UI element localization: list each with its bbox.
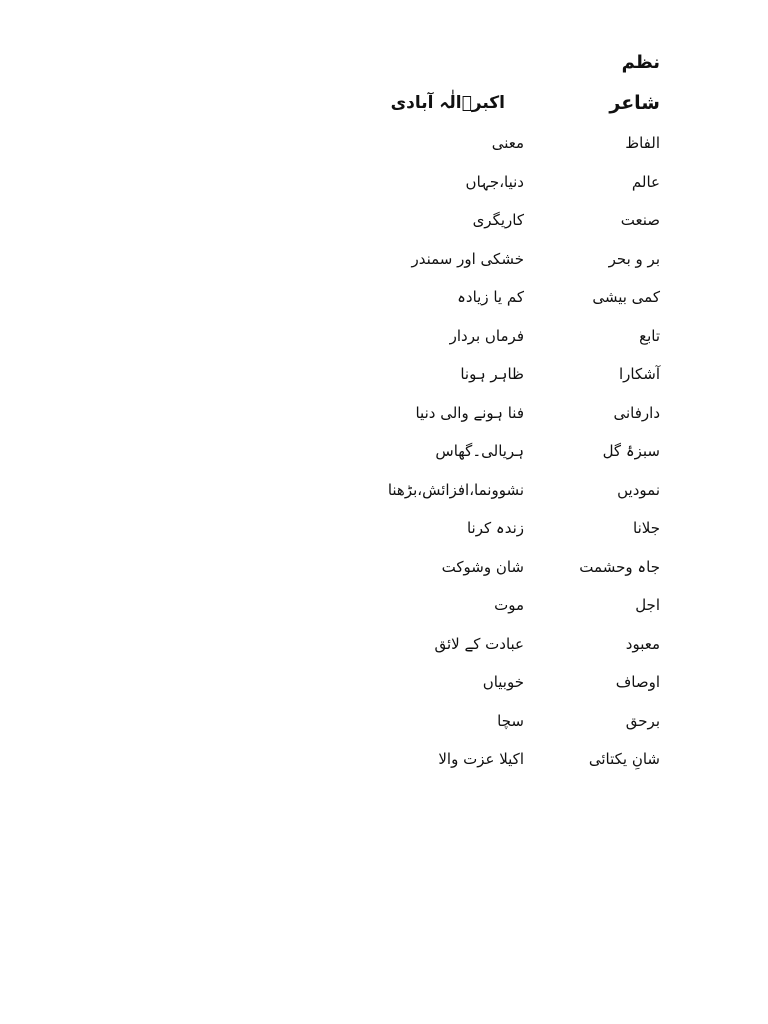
glossary-word: آشکارا bbox=[618, 365, 660, 383]
glossary-meaning: فنا ہونے والی دنیا bbox=[415, 403, 524, 422]
glossary-meaning: فرماں بردار bbox=[449, 326, 524, 345]
glossary-word: صنعت bbox=[620, 211, 660, 229]
glossary-row bbox=[360, 246, 660, 285]
glossary-meaning: زندہ کرنا bbox=[466, 519, 524, 537]
glossary-word: دارفانی bbox=[613, 403, 660, 422]
glossary-meaning: نشوونما،افزائش،بڑھنا bbox=[387, 480, 524, 499]
document-title: نظم bbox=[621, 52, 660, 73]
poet-row bbox=[390, 92, 660, 118]
glossary-word: بر و بحر bbox=[608, 249, 660, 268]
glossary-row bbox=[360, 400, 660, 439]
poet-name: اکبرؔالٰہ آبادی bbox=[390, 93, 505, 113]
glossary-row bbox=[360, 207, 660, 246]
glossary-row bbox=[360, 169, 660, 208]
glossary-row bbox=[360, 746, 660, 785]
glossary-word: معبود bbox=[625, 634, 660, 653]
glossary-meaning: کم یا زیادہ bbox=[457, 288, 524, 306]
poet-label: شاعر bbox=[609, 92, 660, 114]
glossary-list bbox=[360, 130, 660, 785]
glossary-word: شانِ یکتائی bbox=[588, 750, 660, 768]
glossary-meaning: ظاہر ہونا bbox=[460, 365, 524, 383]
glossary-meaning: خشکی اور سمندر bbox=[411, 249, 524, 268]
glossary-meaning: خوبیاں bbox=[482, 673, 524, 691]
glossary-row bbox=[360, 708, 660, 747]
glossary-word: جاہ وحشمت bbox=[579, 557, 660, 576]
glossary-word: اوصاف bbox=[615, 673, 660, 691]
glossary-word: نمودیں bbox=[617, 480, 660, 499]
glossary-word: اجل bbox=[635, 596, 660, 614]
glossary-word: برحق bbox=[625, 711, 660, 730]
glossary-row bbox=[360, 477, 660, 516]
glossary-meaning: شان وشوکت bbox=[441, 557, 524, 576]
glossary-row bbox=[360, 669, 660, 708]
glossary-word: جلانا bbox=[633, 519, 660, 537]
glossary-row bbox=[360, 592, 660, 631]
glossary-meaning: کاریگری bbox=[472, 211, 524, 229]
glossary-row bbox=[360, 323, 660, 362]
glossary-meaning: اکیلا عزت والا bbox=[438, 750, 524, 768]
glossary-meaning: موت bbox=[494, 596, 524, 614]
glossary-word: عالم bbox=[631, 172, 660, 191]
glossary-row bbox=[360, 554, 660, 593]
glossary-word: سبزۂ گل bbox=[602, 442, 660, 460]
glossary-row bbox=[360, 438, 660, 477]
glossary-row bbox=[360, 361, 660, 400]
glossary-row bbox=[360, 515, 660, 554]
glossary-meaning: دنیا،جہاں bbox=[465, 172, 524, 191]
glossary-row bbox=[360, 284, 660, 323]
glossary-word: الفاظ bbox=[625, 134, 660, 152]
glossary-meaning: عبادت کے لائق bbox=[434, 634, 524, 653]
glossary-meaning: سچا bbox=[497, 711, 524, 730]
glossary-row bbox=[360, 631, 660, 670]
glossary-meaning: ہریالی۔گھاس bbox=[435, 442, 524, 460]
glossary-row bbox=[360, 130, 660, 169]
glossary-word: کمی بیشی bbox=[592, 288, 660, 306]
glossary-word: تابع bbox=[639, 326, 660, 345]
glossary-meaning: معنی bbox=[491, 134, 524, 152]
